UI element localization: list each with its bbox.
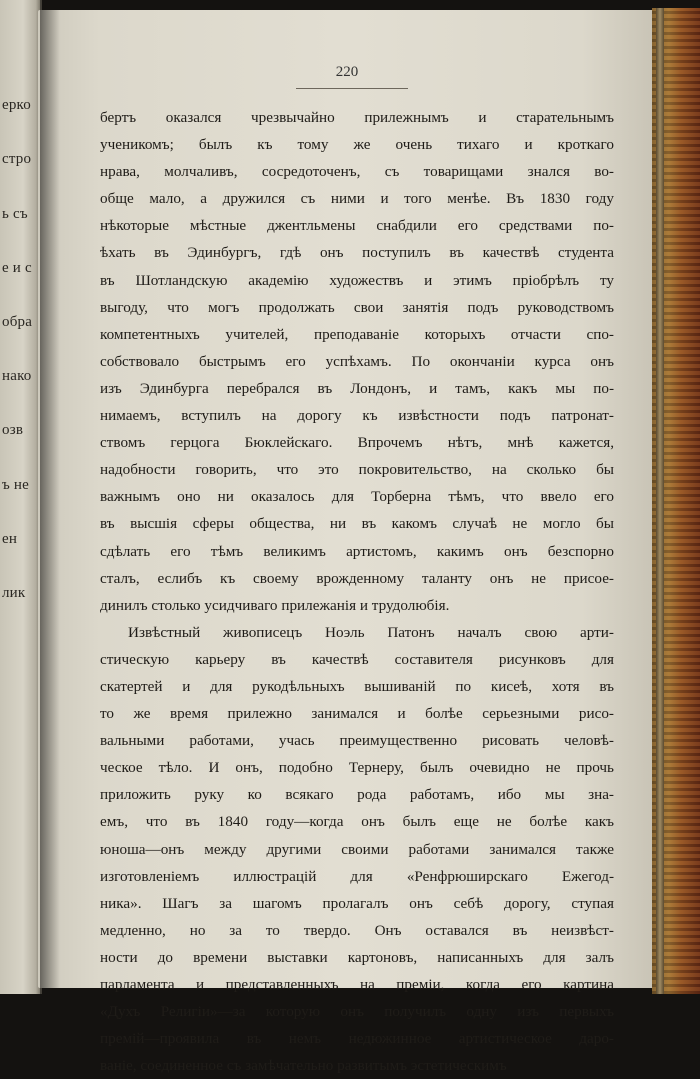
text-line: въ высшія сферы общества, ни въ какомъ случаѣ не могло бы [100, 515, 614, 533]
facing-page-fragment: лик [2, 584, 26, 601]
facing-page-fragment: е и с [2, 259, 32, 276]
text-line: обще мало, а дружился съ ними и того менѣе. Въ 1830 году [100, 190, 614, 208]
text-line: ности до времени выставки картоновъ, написанныхъ для залъ [100, 948, 614, 966]
text-line: «Духъ Религіи»—за которую онъ получилъ одну изъ первыхъ [100, 1003, 614, 1021]
text-line: нимаемъ, вступилъ на дорогу къ извѣстности подъ патронат- [100, 407, 614, 425]
text-line: приложить руку ко всякаго рода работамъ, ибо мы зна- [100, 786, 614, 804]
facing-page-fragment: ен [2, 530, 18, 547]
text-line: изъ Эдинбурга перебрался въ Лондонъ, и тамъ, какъ мы по- [100, 379, 614, 397]
text-line: бертъ оказался чрезвычайно прилежнымъ и старательнымъ [100, 109, 614, 126]
text-line: скатертей и для рукодѣльныхъ вышиваній по кисеѣ, хотя въ [100, 677, 614, 695]
text-line: выгоду, что могъ продолжать свои занятія подъ руководствомъ [100, 298, 614, 316]
paragraph [100, 104, 614, 619]
text-line: нрава, молчаливъ, сосредоточенъ, съ товарищами знался во- [100, 163, 614, 181]
book-cover-edge [652, 8, 700, 994]
text-line: въ Шотландскую академію художествъ и этимъ пріобрѣлъ ту [100, 271, 614, 289]
text-line: парламента и представленныхъ на преміи, когда его картина [100, 976, 614, 993]
facing-page-fragment: ь съ [2, 205, 28, 222]
text-line: юноша—онъ между другими своими работами занимался также [100, 840, 614, 858]
text-line: динилъ столько усидчиваго прилежанія и трудолюбія. [100, 596, 450, 614]
text-line: ваніе, соединенное съ замѣчательно развитымъ эстетическимъ [100, 1057, 507, 1075]
text-line: медленно, но за то твердо. Онъ оставался въ неизвѣст- [100, 921, 614, 939]
page-number: 220 [335, 64, 359, 80]
book-gutter-shadow [40, 0, 60, 994]
text-line: ника». Шагъ за шагомъ пролагалъ онъ себѣ дорогу, ступая [100, 894, 614, 912]
text-line: компетентныхъ учителей, преподаваніе которыхъ отчасти спо- [100, 325, 614, 343]
facing-page-fragment: озв [2, 422, 24, 439]
text-line: изготовленіемъ иллюстрацій для «Ренфрюширскаго Ежегод- [100, 867, 614, 885]
text-line: ѣхать въ Эдинбургъ, гдѣ онъ поступилъ въ качествѣ студента [100, 244, 614, 262]
text-line: надобности говорить, что это покровительство, на сколько бы [100, 461, 614, 479]
facing-page-fragment: стро [2, 151, 32, 168]
paragraph [100, 619, 614, 1079]
text-line: ческое тѣло. И онъ, подобно Тернеру, былъ очевидно не прочь [100, 759, 614, 777]
facing-page-fragment: ъ не [2, 476, 29, 493]
facing-page-left [0, 0, 42, 994]
body-text [100, 104, 614, 1079]
text-line: нѣкоторые мѣстные джентльмены снабдили его средствами по- [100, 217, 614, 235]
book-page [38, 10, 656, 1075]
facing-page-fragment: обра [2, 313, 33, 330]
text-line: сталъ, еслибъ къ своему врожденному таланту онъ не присое- [100, 569, 614, 587]
header-rule [296, 88, 408, 89]
text-line: премій—проявила въ немъ недюжинное артистическое даро- [100, 1030, 614, 1048]
text-line: емъ, что въ 1840 году—когда онъ былъ еще не болѣе какъ [100, 813, 614, 831]
text-line: ученикомъ; былъ къ тому же очень тихаго и кроткаго [100, 136, 614, 154]
text-line: сдѣлать его тѣмъ великимъ артистомъ, какимъ онъ безспорно [100, 542, 614, 560]
text-line: собствовало быстрымъ его успѣхамъ. По окончаніи курса онъ [100, 352, 614, 370]
facing-page-fragment: ерко [2, 97, 31, 114]
facing-page-fragment: нако [2, 368, 32, 385]
text-line: вальными работами, учась преимущественно рисовать человѣ- [100, 732, 614, 750]
text-line: ствомъ герцога Бюклейскаго. Впрочемъ нѣтъ, мнѣ кажется, [100, 434, 614, 452]
text-line: важнымъ оно ни оказалось для Торберна тѣмъ, что ввело его [100, 488, 614, 506]
text-line: стическую карьеру въ качествѣ составителя рисунковъ для [100, 650, 614, 668]
text-line: Извѣстный живописецъ Ноэль Патонъ началъ свою арти- [128, 623, 614, 641]
text-line: то же время прилежно занимался и болѣе серьезными рисо- [100, 705, 614, 723]
